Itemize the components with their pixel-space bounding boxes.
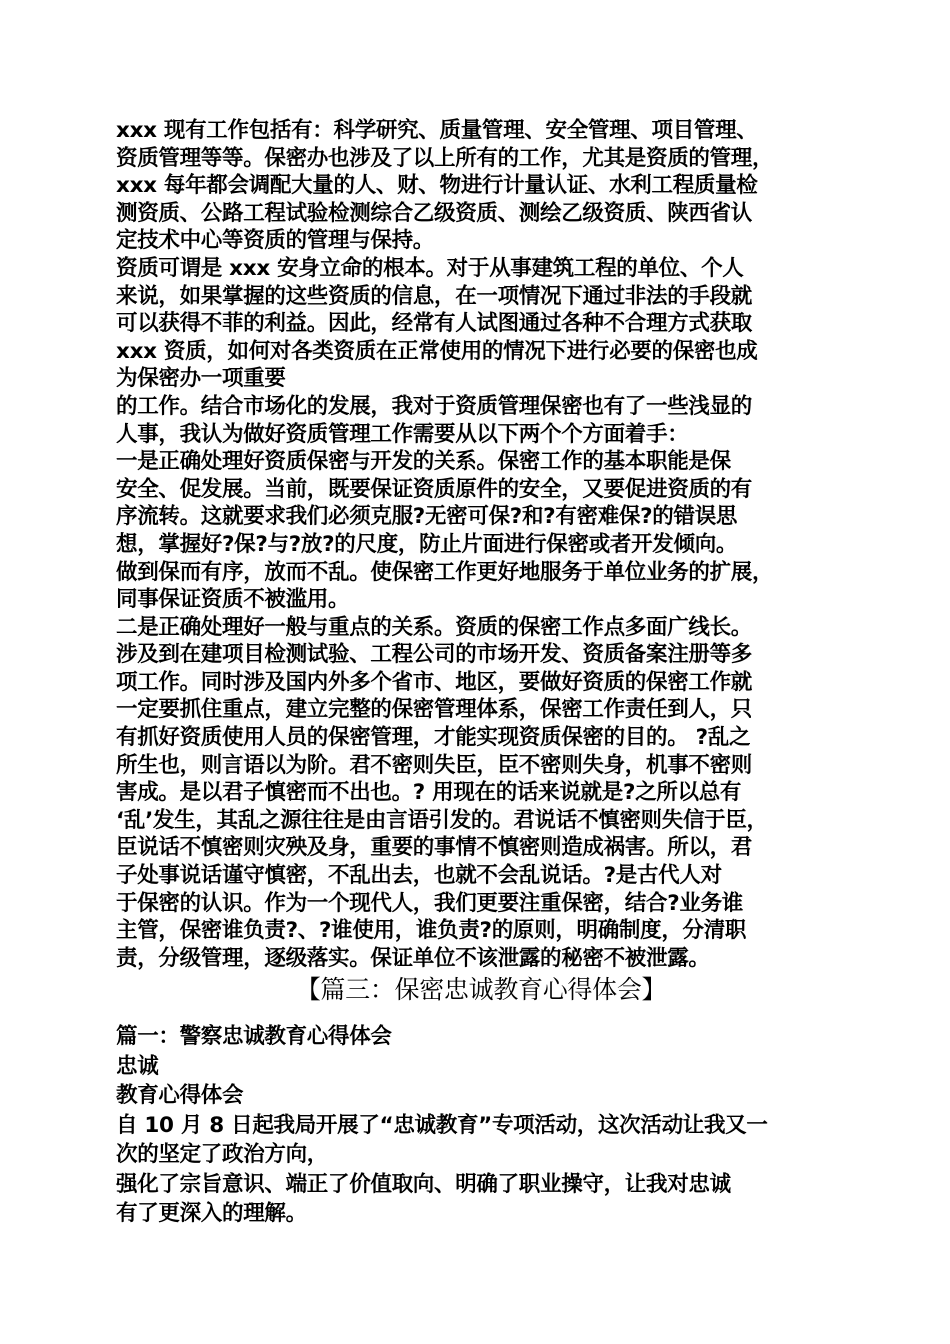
text-line: 人事，我认为做好资质管理工作需要从以下两个个方面着手： <box>116 421 689 447</box>
text-line: 资质可谓是 xxx 安身立命的根本。对于从事建筑工程的单位、个人 <box>116 255 744 281</box>
text-line: 安全、促发展。当前，既要保证资质原件的安全，又要促进资质的有 <box>116 476 753 502</box>
text-line: 臣说话不慎密则灾殃及身，重要的事情不慎密则造成祸害。所以，君 <box>116 835 753 861</box>
body-text-block <box>116 117 846 972</box>
text-line: 强化了宗旨意识、端正了价值取向、明确了职业操守，让我对忠诚 <box>116 1171 731 1197</box>
text-line: 责，分级管理，逐级落实。保证单位不该泄露的秘密不被泄露。 <box>116 945 710 971</box>
body-text-block-2 <box>116 1022 846 1229</box>
text-line: ‘乱’发生，其乱之源往往是由言语引发的。君说话不慎密则失信于臣， <box>116 807 768 833</box>
text-line: 定技术中心等资质的管理与保持。 <box>116 228 435 254</box>
text-line: 教育心得体会 <box>116 1083 244 1109</box>
text-line: 于保密的认识。作为一个现代人，我们更要注重保密，结合?业务谁 <box>116 890 743 916</box>
text-line: 所生也，则言语以为阶。君不密则失臣，臣不密则失身，机事不密则 <box>116 752 753 778</box>
text-line: 测资质、公路工程试验检测综合乙级资质、测绘乙级资质、陕西省认 <box>116 200 753 226</box>
text-line: 自 10 月 8 日起我局开展了“忠诚教育”专项活动，这次活动让我又一 <box>116 1112 768 1138</box>
text-line: xxx 资质，如何对各类资质在正常使用的情况下进行必要的保密也成 <box>116 338 758 364</box>
text-line: 二是正确处理好一般与重点的关系。资质的保密工作点多面广线长。 <box>116 614 753 640</box>
text-line: 项工作。同时涉及国内外多个省市、地区，要做好资质的保密工作就 <box>116 669 753 695</box>
text-line: 篇一：警察忠诚教育心得体会 <box>116 1024 392 1050</box>
text-line: xxx 每年都会调配大量的人、财、物进行计量认证、水利工程质量检 <box>116 173 758 199</box>
text-line: 有抓好资质使用人员的保密管理，才能实现资质保密的目的。 ?乱之 <box>116 725 751 751</box>
text-line: 忠诚 <box>116 1053 159 1079</box>
text-line: xxx 现有工作包括有：科学研究、质量管理、安全管理、项目管理、 <box>116 118 758 143</box>
section-heading: 【篇三：保密忠诚教育心得体会】 <box>295 975 667 1005</box>
text-line: 做到保而有序，放而不乱。使保密工作更好地服务于单位业务的扩展， <box>116 559 774 585</box>
text-line: 涉及到在建项目检测试验、工程公司的市场开发、资质备案注册等多 <box>116 642 753 668</box>
text-line: 有了更深入的理解。 <box>116 1201 307 1227</box>
text-line: 为保密办一项重要 <box>116 366 286 392</box>
text-line: 序流转。这就要求我们必须克服?无密可保?和?有密难保?的错误思 <box>116 504 738 530</box>
text-line: 可以获得不菲的利益。因此，经常有人试图通过各种不合理方式获取 <box>116 311 753 337</box>
text-line: 同事保证资质不被滥用。 <box>116 587 350 613</box>
text-line: 次的坚定了政治方向， <box>116 1142 329 1168</box>
text-line: 害成。是以君子慎密而不出也。? 用现在的话来说就是?之所以总有 <box>116 780 742 806</box>
text-line: 资质管理等等。保密办也涉及了以上所有的工作，尤其是资质的管理， <box>116 145 774 171</box>
document-page <box>116 117 846 1229</box>
text-line: 想，掌握好?保?与?放?的尺度，防止片面进行保密或者开发倾向。 <box>116 531 738 557</box>
text-line: 子处事说话谨守慎密，不乱出去，也就不会乱说话。?是古代人对 <box>116 863 722 889</box>
text-line: 一是正确处理好资质保密与开发的关系。保密工作的基本职能是保 <box>116 449 731 475</box>
text-line: 的工作。结合市场化的发展，我对于资质管理保密也有了一些浅显的 <box>116 393 753 419</box>
text-line: 一定要抓住重点，建立完整的保密管理体系，保密工作责任到人，只 <box>116 697 753 723</box>
text-line: 主管，保密谁负责?、?谁使用，谁负责?的原则，明确制度，分清职 <box>116 918 747 944</box>
text-line: 来说，如果掌握的这些资质的信息，在一项情况下通过非法的手段就 <box>116 283 753 309</box>
